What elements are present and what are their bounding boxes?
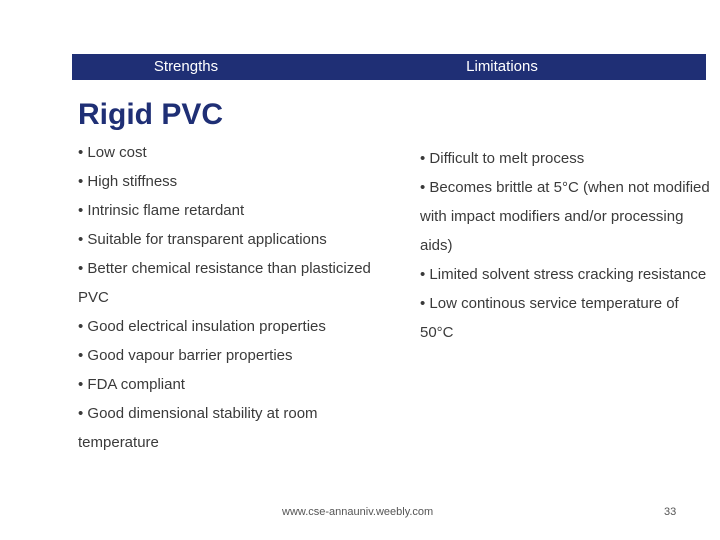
slide-title: Rigid PVC (78, 98, 224, 131)
strengths-header: Strengths (153, 58, 219, 75)
list-item: • Good vapour barrier properties (78, 347, 293, 364)
strengths-list (78, 138, 398, 457)
list-item: • Better chemical resistance than plasticized PVC (78, 260, 371, 306)
page-number: 33 (664, 506, 677, 518)
list-item: • Intrinsic flame retardant (78, 202, 245, 219)
list-item: • Suitable for transparent applications (78, 231, 327, 248)
list-item: • Difficult to melt process (420, 150, 585, 167)
list-item: • Good electrical insulation properties (78, 318, 326, 335)
list-item: • Low continous service temperature of 50°C (420, 295, 679, 341)
limitations-header: Limitations (466, 58, 538, 75)
table-header-bar (72, 54, 706, 80)
list-item: • High stiffness (78, 173, 178, 190)
list-item: • FDA compliant (78, 376, 185, 393)
list-item: • Becomes brittle at 5°C (when not modified with impact modifiers and/or processing aids) (420, 179, 710, 254)
list-item: • Good dimensional stability at room temperature (78, 405, 318, 451)
limitations-list (420, 144, 710, 347)
list-item: • Limited solvent stress cracking resistance (420, 266, 707, 283)
footer-url: www.cse-annauniv.weebly.com (282, 506, 434, 518)
list-item: • Low cost (78, 144, 147, 161)
